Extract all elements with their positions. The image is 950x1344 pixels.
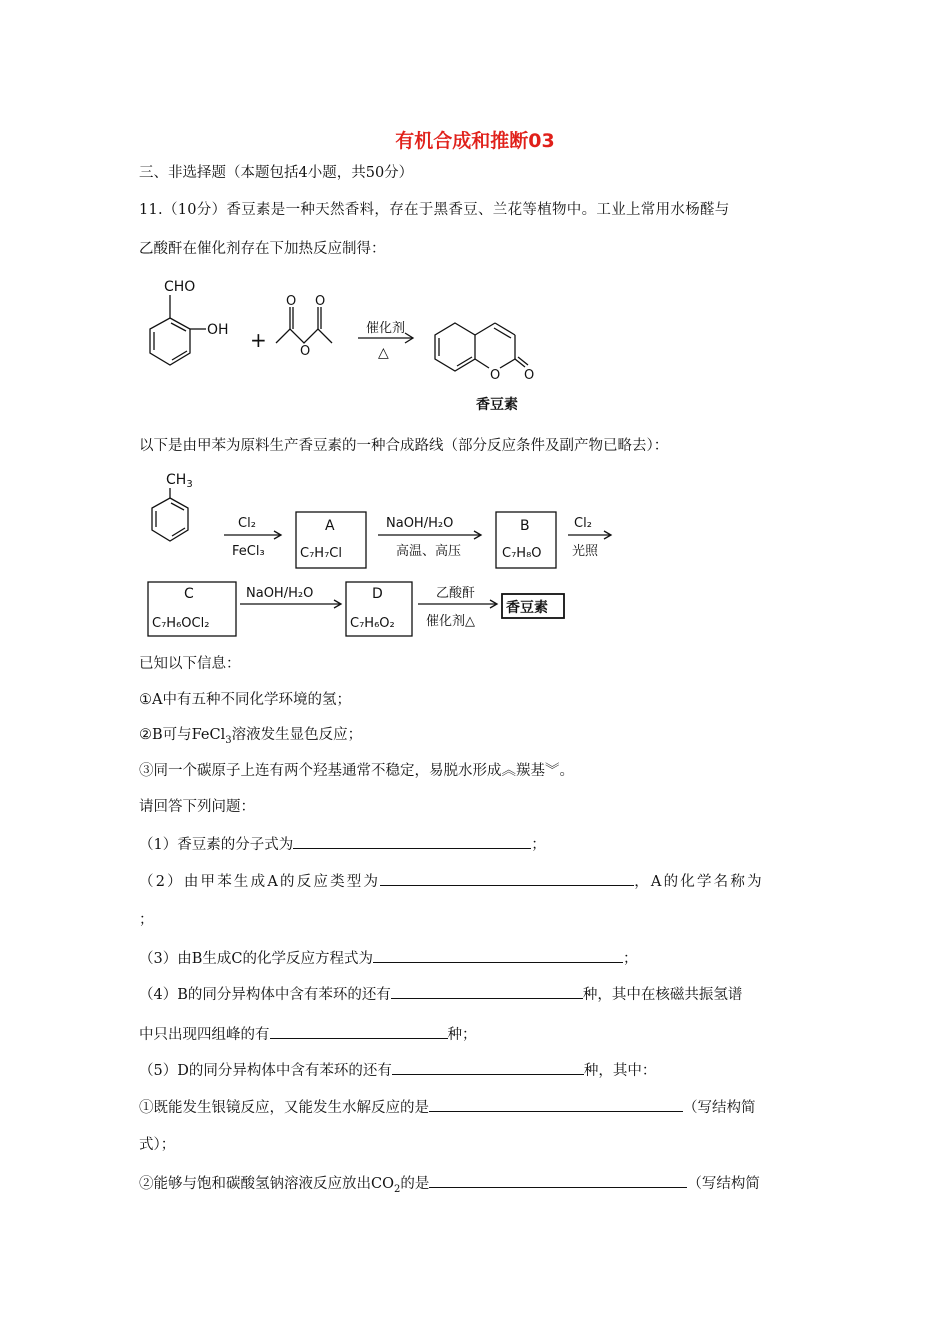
compound-a-formula: C₇H₇Cl [300, 546, 342, 561]
aldehyde-group-label: CHO [164, 279, 196, 295]
route-intro: 以下是由甲苯为原料生产香豆素的一种合成路线（部分反应条件及副产物已略去）： [139, 438, 669, 454]
question-5: （5）D的同分异构体中含有苯环的还有 种，其中： [139, 1059, 656, 1081]
answer-blank-1[interactable] [293, 833, 531, 849]
question-11-text-cont: 乙酸酐在催化剂存在下加热反应制得： [139, 241, 386, 257]
coumarin-label: 香豆素 [476, 397, 518, 413]
step1-catalyst: FeCl₃ [232, 544, 265, 559]
answer-blank-2a[interactable] [380, 870, 634, 886]
section-heading: 三、非选择题（本题包括4小题，共50分） [139, 165, 414, 181]
step2-reagent: NaOH/H₂O [386, 516, 454, 531]
synthesis-route-diagram [140, 470, 620, 640]
answer-blank-5a[interactable] [429, 1096, 683, 1112]
catalyst-label: 催化剂 [366, 321, 406, 336]
answer-blank-5b[interactable] [429, 1172, 687, 1188]
answer-blank-3[interactable] [373, 947, 623, 963]
compound-d-label: D [372, 586, 383, 602]
step5-conditions: 催化剂△ [426, 614, 475, 629]
carbonyl-bond-icon: ︾ [545, 763, 560, 779]
plus-sign: + [250, 328, 267, 352]
compound-c-label: C [184, 586, 194, 602]
question-5a-cont: 式）； [139, 1137, 176, 1153]
answer-blank-5[interactable] [392, 1059, 584, 1075]
ring-oxygen-label: O [490, 368, 501, 383]
info-item-2: ②B可与FeCl$_3$溶液发生显色反应； [139, 727, 363, 746]
anhydride-carbonyl-o2: O [315, 294, 326, 309]
question-3: （3）由B生成C的化学反应方程式为 ； [139, 947, 637, 969]
answer-blank-4a[interactable] [391, 983, 583, 999]
compound-d-formula: C₇H₆O₂ [350, 616, 395, 631]
final-product-label: 香豆素 [506, 600, 548, 616]
questions-prompt: 请回答下列问题： [139, 799, 255, 815]
step4-reagent: NaOH/H₂O [246, 586, 314, 601]
question-5a: ①既能发生银镜反应，又能发生水解反应的是 （写结构简 [139, 1096, 756, 1118]
anhydride-carbonyl-o1: O [286, 294, 297, 309]
step5-reagent: 乙酸酐 [436, 586, 476, 601]
carbonyl-oxygen-label: O [524, 368, 535, 383]
question-4-cont: 中只出现四组峰的有 种； [139, 1023, 477, 1045]
hydroxyl-group-label: OH [207, 322, 229, 338]
info-item-1: ①A中有五种不同化学环境的氢； [139, 692, 351, 708]
compound-c-formula: C₇H₆OCl₂ [152, 616, 210, 631]
question-2-cont: ； [139, 912, 154, 928]
known-info-title: 已知以下信息： [139, 656, 241, 672]
page-title: 有机合成和推断03 [395, 130, 555, 152]
carbonyl-bond-icon: ︽ [501, 763, 516, 779]
compound-a-label: A [325, 518, 335, 534]
coumarin-synthesis-diagram [140, 275, 560, 415]
question-5b: ②能够与饱和碳酸氢钠溶液反应放出$CO_2$的是 （写结构简 [139, 1172, 760, 1200]
question-2: （2）由甲苯生成A的反应类型为 ，A的化学名称为 [139, 870, 764, 892]
compound-b-formula: C₇H₈O [502, 546, 542, 561]
question-1: （1）香豆素的分子式为 ； [139, 833, 546, 855]
answer-blank-4b[interactable] [270, 1023, 448, 1039]
methyl-label: $CH_3$ [166, 472, 193, 490]
step3-conditions: 光照 [572, 544, 599, 559]
heat-symbol: △ [378, 345, 389, 361]
step3-reagent: Cl₂ [574, 516, 592, 531]
compound-b-label: B [520, 518, 530, 534]
info-item-3: ③同一个碳原子上连有两个羟基通常不稳定，易脱水形成︽羰基︾。 [139, 763, 574, 779]
step2-conditions: 高温、高压 [396, 544, 462, 559]
question-4: （4）B的同分异构体中含有苯环的还有 种，其中在核磁共振氢谱 [139, 983, 742, 1005]
question-11-text: 11.（10分）香豆素是一种天然香料，存在于黑香豆、兰花等植物中。工业上常用水杨醛与 [139, 202, 730, 218]
step1-reagent: Cl₂ [238, 516, 256, 531]
anhydride-bridge-o: O [300, 344, 311, 359]
